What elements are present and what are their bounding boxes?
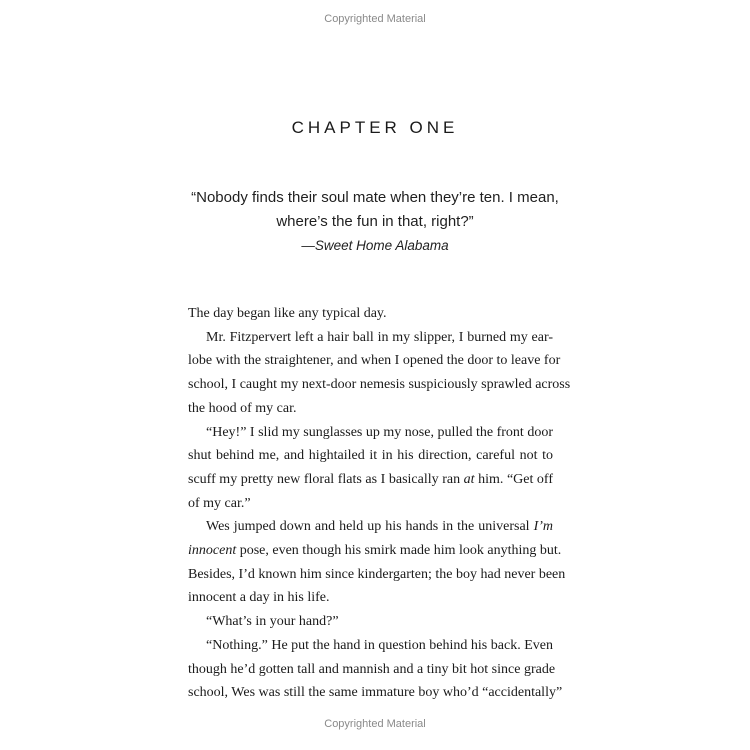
copyright-watermark-bottom: Copyrighted Material (324, 718, 426, 730)
chapter-title: CHAPTER ONE (291, 118, 459, 137)
text-line: school, I caught my next-door nemesis suspiciously sprawled across (188, 377, 571, 393)
epigraph-attribution: —Sweet Home Alabama (301, 238, 449, 253)
text-line: the hood of my car. (188, 400, 297, 416)
epigraph-line: “Nobody finds their soul mate when they’re ten. I mean, (191, 189, 559, 206)
text-run: scuff my pretty new floral flats as I basically ran (188, 471, 464, 487)
emphasis-text: innocent (188, 543, 237, 559)
text-line: “What’s in your hand?” (206, 614, 339, 630)
text-line (188, 468, 553, 492)
text-line: shut behind me, and hightailed it in his direction, careful not to (188, 448, 553, 464)
text-line: Besides, I’d known him since kindergarten; the boy had never been (188, 566, 566, 582)
text-line: though he’d gotten tall and mannish and a tiny bit hot since grade (188, 661, 556, 677)
text-run: him. “Get off (474, 471, 554, 487)
epigraph-line: where’s the fun in that, right?” (276, 213, 474, 230)
text-line: Mr. Fitzpervert left a hair ball in my slipper, I burned my ear- (206, 329, 553, 345)
text-line: school, Wes was still the same immature boy who’d “accidentally” (188, 685, 563, 701)
text-line: “Nothing.” He put the hand in question behind his back. Even (206, 637, 553, 653)
text-run: Wes jumped down and held up his hands in the universal (206, 519, 534, 535)
epigraph-quote (150, 186, 600, 234)
emphasis-text: at (463, 471, 475, 487)
text-line (188, 539, 562, 563)
text-line: The day began like any typical day. (188, 306, 387, 321)
text-line: innocent a day in his life. (188, 590, 330, 606)
text-line (188, 515, 553, 539)
text-line: “Hey!” I slid my sunglasses up my nose, pulled the front door (206, 424, 553, 440)
text-line: lobe with the straightener, and when I opened the door to leave for (188, 353, 561, 369)
chapter-body-text (188, 302, 571, 705)
emphasis-text: I’m (533, 519, 553, 535)
text-run: pose, even though his smirk made him look anything but. (236, 543, 562, 559)
text-line: of my car.” (188, 495, 251, 511)
copyright-watermark-top: Copyrighted Material (324, 13, 426, 25)
